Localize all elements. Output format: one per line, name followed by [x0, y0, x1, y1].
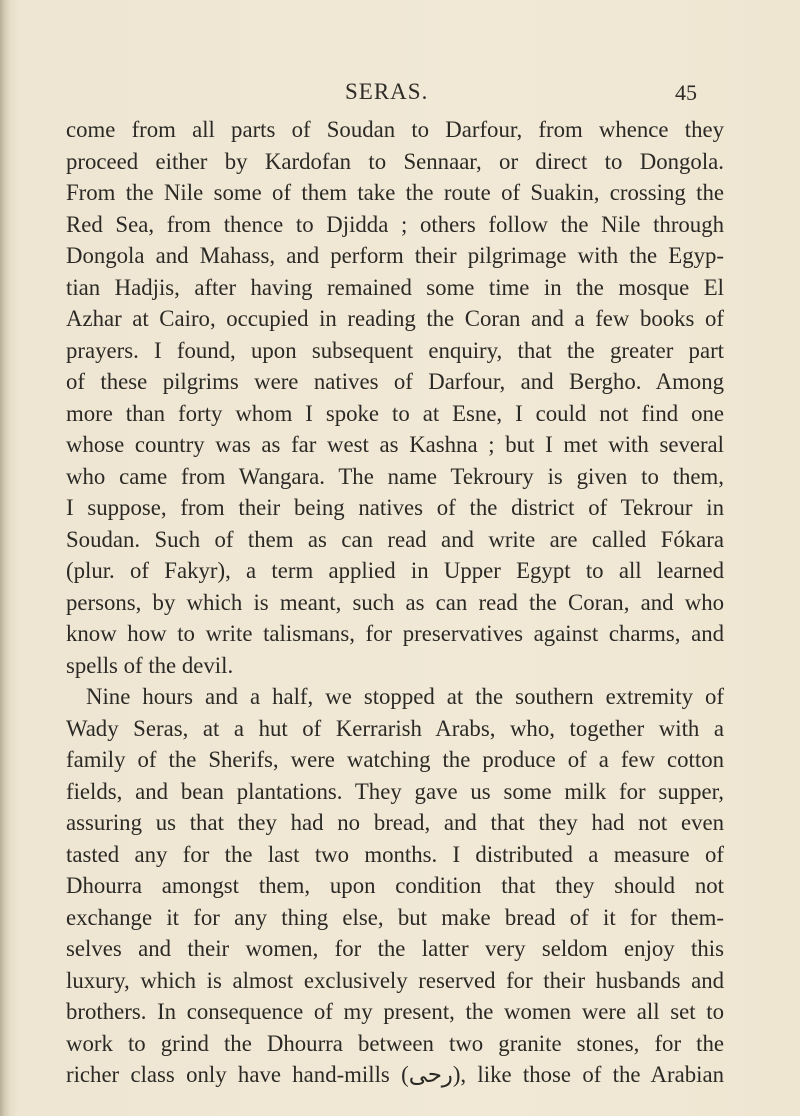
text-line: selves and their women, for the latter very seldom enjoy this — [66, 936, 724, 961]
body-text — [66, 114, 724, 1091]
running-head — [0, 79, 800, 109]
page-title: SERAS. — [345, 79, 429, 104]
page-number: 45 — [675, 80, 697, 105]
text-line: Wady Seras, at a hut of Kerrarish Arabs, who, together with a — [66, 715, 724, 741]
text-line: who came from Wangara. The name Tekroury is given to them, — [66, 463, 724, 489]
text-line: I suppose, from their being natives of the district of Tekrour in — [66, 495, 724, 520]
text-line: luxury, which is almost exclusively reserved for their husbands and — [66, 967, 724, 993]
text-line: assuring us that they had no bread, and that they had not even — [66, 810, 724, 835]
text-line: whose country was as far west as Kashna ; but I met with several — [66, 432, 724, 457]
text-line: brothers. In consequence of my present, the women were all set to — [66, 999, 724, 1024]
text-line: Red Sea, from thence to Djidda ; others follow the Nile through — [66, 211, 724, 237]
text-line: exchange it for any thing else, but make bread of it for them- — [66, 904, 724, 930]
text-line: From the Nile some of them take the route of Suakin, crossing the — [66, 180, 724, 205]
text-line: Azhar at Cairo, occupied in reading the Coran and a few books of — [66, 306, 724, 331]
text-line: Nine hours and a half, we stopped at the southern extremity of — [86, 684, 724, 709]
text-line: Soudan. Such of them as can read and write are called Fókara — [66, 526, 724, 552]
text-line: tian Hadjis, after having remained some time in the mosque El — [66, 274, 724, 300]
text-line: (plur. of Fakyr), a term applied in Upper Egypt to all learned — [66, 558, 724, 583]
text-line: fields, and bean plantations. They gave us some milk for supper, — [66, 778, 724, 804]
text-line: tasted any for the last two months. I distributed a measure of — [66, 841, 724, 867]
text-line: prayers. I found, upon subsequent enquiry, that the greater part — [66, 337, 724, 363]
text-line: Dongola and Mahass, and perform their pilgrimage with the Egyp- — [66, 243, 724, 268]
text-line: spells of the devil. — [66, 652, 234, 678]
text-line: more than forty whom I spoke to at Esne, I could not find one — [66, 400, 724, 426]
text-line: proceed either by Kardofan to Sennaar, or direct to Dongola. — [66, 148, 724, 174]
text-line: know how to write talismans, for preservatives against charms, and — [66, 621, 724, 646]
text-line: Dhourra amongst them, upon condition that they should not — [66, 873, 724, 898]
page-gutter-edge — [0, 0, 10, 1116]
text-line: richer class only have hand-mills (رحى), like those of the Arabian — [66, 1062, 724, 1087]
text-line: of these pilgrims were natives of Darfour, and Bergho. Among — [66, 369, 724, 394]
text-line: work to grind the Dhourra between two granite stones, for the — [66, 1030, 724, 1056]
text-line: persons, by which is meant, such as can read the Coran, and who — [66, 589, 724, 615]
text-line: come from all parts of Soudan to Darfour, from whence they — [66, 117, 724, 142]
text-line: family of the Sherifs, were watching the produce of a few cotton — [66, 747, 724, 772]
